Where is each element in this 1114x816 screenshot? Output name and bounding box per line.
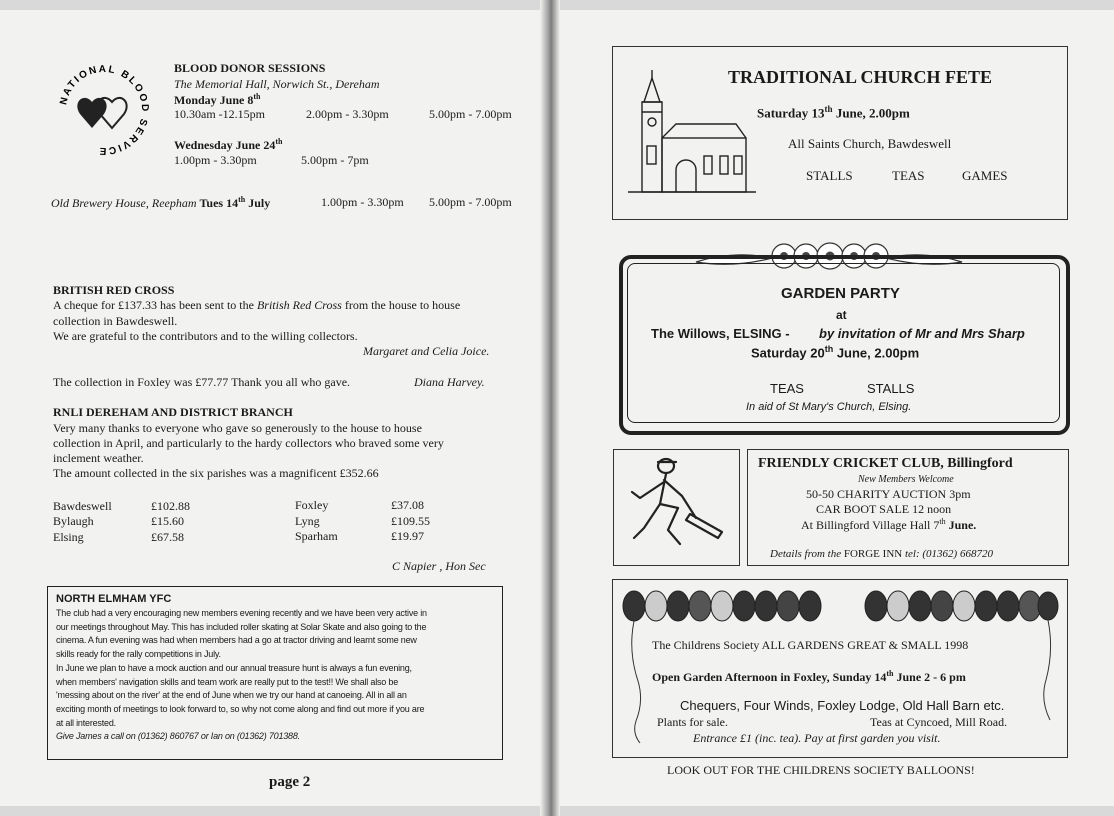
yfc-title: NORTH ELMHAM YFC: [56, 593, 172, 605]
garden-party-aid: In aid of St Mary's Church, Elsing.: [746, 401, 912, 413]
cricket-details: Details from the FORGE INN tel: (01362) 668720: [770, 548, 993, 560]
fete-item-teas: TEAS: [892, 168, 925, 183]
cricket-title: FRIENDLY CRICKET CLUB, Billingford: [758, 456, 1013, 471]
fete-venue: All Saints Church, Bawdeswell: [788, 136, 952, 151]
yfc-line: at all interested.: [56, 717, 116, 728]
blood-reepham-time-1: 1.00pm - 3.30pm: [321, 195, 404, 209]
yfc-line: 'messing about on the river' at the end of June when we try our hand at canoeing. All in all an: [56, 690, 407, 701]
parish-amount: £15.60: [151, 514, 184, 528]
cricketer-icon: [620, 452, 732, 560]
yfc-line: exciting month of meetings to look forward to, so why not come along and find out more if you are: [56, 703, 425, 714]
blood-venue: The Memorial Hall, Norwich St., Dereham: [174, 77, 380, 91]
blood-title: BLOOD DONOR SESSIONS: [174, 61, 326, 75]
blood-wednesday-time-1: 1.00pm - 3.30pm: [174, 153, 257, 167]
foxley-signature: Diana Harvey.: [414, 375, 485, 389]
cricket-venue: At Billingford Village Hall 7th June.: [801, 517, 977, 532]
foxley-collection: The collection in Foxley was £77.77 Thank you all who gave.: [53, 375, 351, 389]
gardens-list: Chequers, Four Winds, Foxley Lodge, Old Hall Barn etc.: [680, 698, 1005, 713]
childrens-society-line: The Childrens Society ALL GARDENS GREAT & SMALL 1998: [652, 638, 969, 652]
blood-service-logo: [56, 62, 152, 158]
blood-reepham-time-2: 5.00pm - 7.00pm: [429, 195, 512, 209]
parish-name: Bylaugh: [53, 514, 94, 528]
rnli-line-1: Very many thanks to everyone who gave so generously to the house to house: [53, 421, 422, 435]
parish-name: Foxley: [295, 498, 329, 512]
yfc-contact: Give James a call on (01362) 860767 or Ian on (01362) 701388.: [56, 731, 300, 742]
yfc-line: The club had a very encouraging new members evening recently and we have been very active in: [56, 608, 427, 618]
red-cross-line-3: We are grateful to the contributors and to the willing collectors.: [53, 329, 358, 343]
garden-party-stalls: STALLS: [867, 381, 915, 396]
rnli-line-2: collection in April, and particularly to the hardy collectors who braved some very: [53, 436, 444, 450]
blood-wednesday-time-2: 5.00pm - 7pm: [301, 153, 369, 167]
parish-name: Sparham: [295, 529, 338, 543]
parish-name: Bawdeswell: [53, 499, 112, 513]
rnli-line-3: inclement weather.: [53, 451, 144, 465]
yfc-body: [56, 607, 498, 744]
garden-party-teas: TEAS: [770, 381, 804, 396]
parish-amount: £19.97: [391, 529, 424, 543]
yfc-line: cinema. A fun evening was had when members had a go at tractor driving and learnt some new: [56, 635, 417, 646]
red-cross-line-1: A cheque for £137.33 has been sent to the British Red Cross from the house to house: [53, 298, 461, 312]
yfc-line: when members' navigation skills and team work are really put to the test!! We shall also be: [56, 676, 399, 687]
garden-party-date: Saturday 20th June, 2.00pm: [751, 344, 920, 361]
fete-date: Saturday 13th June, 2.00pm: [757, 104, 910, 121]
yfc-line: skills ready for the rally competitions in July.: [56, 649, 221, 660]
balloons-lookout: LOOK OUT FOR THE CHILDRENS SOCIETY BALLOONS!: [667, 763, 975, 777]
parish-amount: £67.58: [151, 530, 184, 544]
open-garden-title: Open Garden Afternoon in Foxley, Sunday 14th June 2 - 6 pm: [652, 669, 966, 684]
blood-monday-time-1: 10.30am -12.15pm: [174, 107, 265, 121]
cricket-welcome: New Members Welcome: [858, 474, 954, 485]
parish-amount: £102.88: [151, 499, 190, 513]
rnli-signature: C Napier , Hon Sec: [392, 559, 486, 573]
rnli-title: RNLI DEREHAM AND DISTRICT BRANCH: [53, 405, 293, 419]
blood-monday-time-2: 2.00pm - 3.30pm: [306, 107, 389, 121]
yfc-line: In June we plan to have a mock auction and our annual treasure hunt is always a fun evening,: [56, 662, 412, 673]
red-cross-line-2: collection in Bawdeswell.: [53, 314, 178, 328]
teas-location: Teas at Cyncoed, Mill Road.: [870, 715, 1008, 729]
yfc-line: our meetings throughout May. This has included roller skating at Solar Skate and also going to the: [56, 621, 427, 632]
page-number: page 2: [269, 774, 311, 790]
blood-reepham: Old Brewery House, Reepham Tues 14th July: [51, 195, 271, 210]
blood-monday: Monday June 8th: [174, 92, 261, 107]
parish-name: Elsing: [53, 530, 84, 544]
blood-monday-time-3: 5.00pm - 7.00pm: [429, 107, 512, 121]
garden-party-venue: The Willows, ELSING -: [651, 326, 790, 341]
book-gutter: [540, 0, 560, 816]
cricket-auction: 50-50 CHARITY AUCTION 3pm: [806, 487, 971, 501]
fete-title: TRADITIONAL CHURCH FETE: [727, 67, 993, 87]
entrance-fee: Entrance £1 (inc. tea). Pay at first garden you visit.: [693, 731, 941, 745]
garden-party-invite: by invitation of Mr and Mrs Sharp: [819, 326, 1025, 341]
parish-amount: £37.08: [391, 498, 424, 512]
red-cross-title: BRITISH RED CROSS: [53, 283, 175, 297]
fete-item-stalls: STALLS: [806, 168, 853, 183]
rnli-line-4: The amount collected in the six parishes was a magnificent £352.66: [53, 466, 379, 480]
cricket-car-boot: CAR BOOT SALE 12 noon: [816, 502, 952, 516]
red-cross-signature: Margaret and Celia Joice.: [363, 344, 490, 358]
garden-party-at: at: [836, 308, 847, 322]
parish-name: Lyng: [295, 514, 320, 528]
blood-wednesday: Wednesday June 24th: [174, 137, 283, 152]
plants-for-sale: Plants for sale.: [657, 715, 728, 729]
fete-item-games: GAMES: [962, 168, 1008, 183]
parish-amount: £109.55: [391, 514, 430, 528]
garden-party-title: GARDEN PARTY: [781, 285, 900, 302]
heart-icon: [77, 98, 106, 128]
logo-ring-text: NATIONAL BLOOD SERVICE: [58, 63, 151, 157]
